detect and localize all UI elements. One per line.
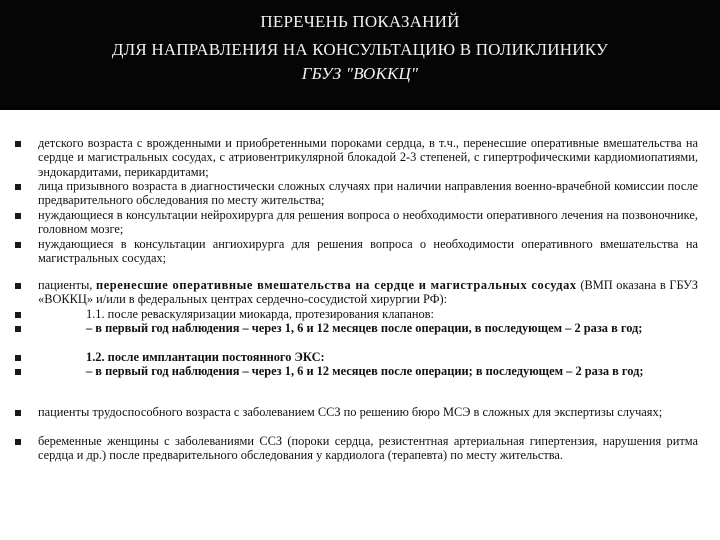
list-item-neurosurgeon: нуждающиеся в консультации нейрохирурга для решения вопроса о необходимости оперативного лечения на позвоночнике, головном мозге; — [38, 208, 698, 237]
list-item-schedule-2: – в первый год наблюдения – через 1, 6 и 12 месяцев после операции; в последующем – 2 раза в год; — [86, 364, 644, 378]
list-item-pregnant: беременные женщины с заболеваниями ССЗ (пороки сердца, резистентная артериальная гипертензия, нарушения ритма сердца и др.) после предварительного обследования у кардиолога (терапевта) по месту жительства. — [38, 434, 698, 463]
list-item-schedule-1: – в первый год наблюдения – через 1, 6 и 12 месяцев после операции, в последующем – 2 раза в год; — [86, 321, 643, 335]
bullet-icon — [15, 141, 21, 147]
bullet-icon — [15, 184, 21, 190]
list-item-post-surgery — [38, 278, 698, 307]
post-surgery-tail: (ВМП оказана в ГБУЗ «ВОККЦ» и/или в федеральных центрах сердечно-сосудистой хирургии РФ): — [38, 278, 698, 307]
list-item-working-age: пациенты трудоспособного возраста с заболеванием ССЗ по решению бюро МСЭ в сложных для экспертизы случаях; — [38, 405, 663, 419]
bullet-icon — [15, 213, 21, 219]
title-banner — [0, 0, 720, 110]
bullet-icon — [15, 439, 21, 445]
post-surgery-lead: пациенты, — [38, 278, 96, 292]
title-line-3: ГБУЗ "ВОККЦ" — [301, 64, 419, 83]
title-line-2: ДЛЯ НАПРАВЛЕНИЯ НА КОНСУЛЬТАЦИЮ В ПОЛИКЛИНИКУ — [111, 40, 609, 59]
title-line-1: ПЕРЕЧЕНЬ ПОКАЗАНИЙ — [260, 12, 460, 31]
bullet-icon — [15, 283, 21, 289]
bullet-icon — [15, 326, 21, 332]
bullet-icon — [15, 410, 21, 416]
list-item-conscripts: лица призывного возраста в диагностически сложных случаях при наличии направления военно-врачебной комиссии после предварительного обследования по месту жительства; — [38, 179, 698, 208]
bullet-icon — [15, 242, 21, 248]
list-item-pacemaker: 1.2. после имплантации постоянного ЭКС: — [86, 350, 325, 364]
list-item-angiosurgeon: нуждающиеся в консультации ангиохирурга для решения вопроса о необходимости оперативного вмешательства на магистральных сосудах; — [38, 237, 698, 266]
bullet-icon — [15, 369, 21, 375]
list-item-revascularization: 1.1. после реваскуляризации миокарда, протезирования клапанов: — [86, 307, 434, 321]
list-item-children: детского возраста с врожденными и приобретенными пороками сердца, в т.ч., перенесшие оперативные вмешательства на сердце и магистральных сосудах, с атриовентрикулярной блокадой 2-3 степеней, с гипертрофическими кардиомиопатиями, эндокардитами, перикардитами; — [38, 136, 698, 179]
bullet-icon — [15, 355, 21, 361]
post-surgery-emphasis: перенесшие оперативные вмешательства на сердце и магистральных сосудах — [95, 278, 577, 292]
bullet-icon — [15, 312, 21, 318]
